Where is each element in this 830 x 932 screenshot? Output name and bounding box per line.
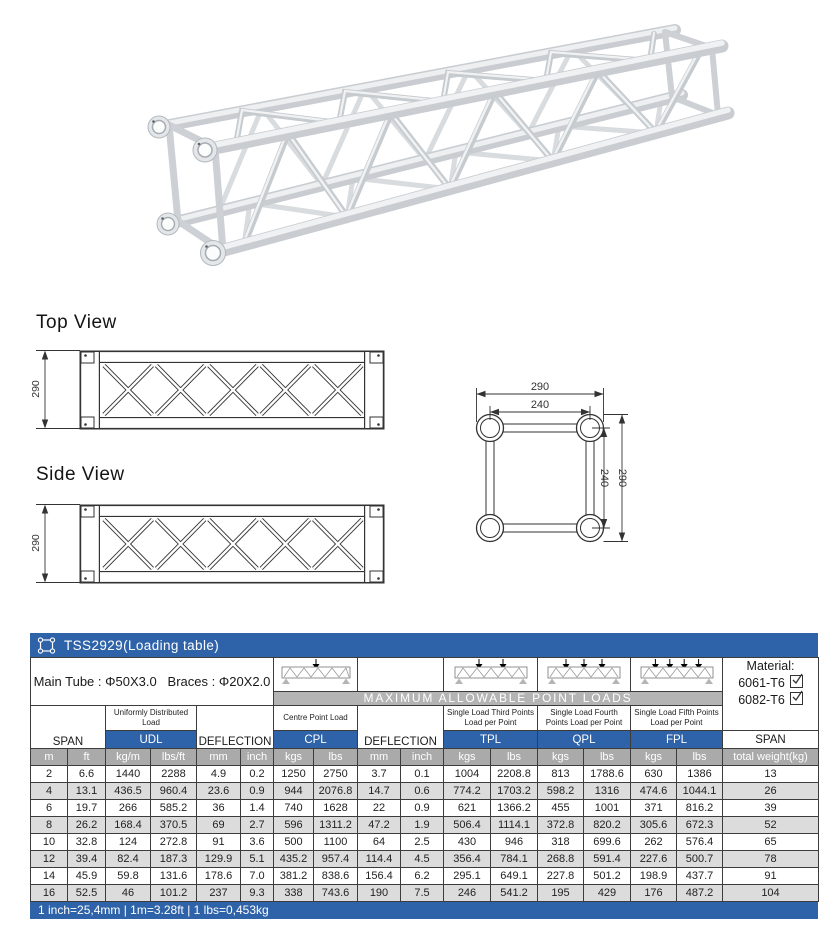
table-cell: 246 — [444, 885, 491, 902]
tpl-icon-cell — [444, 658, 538, 692]
table-cell: 596 — [274, 817, 314, 834]
unit-cell: mm — [358, 749, 401, 766]
table-row — [31, 783, 819, 800]
fpl-description: Single Load Fifth Points Load per Point — [631, 706, 723, 731]
table-cell: 576.4 — [677, 834, 723, 851]
unit-cell: lbs — [677, 749, 723, 766]
unit-cell: total weight(kg) — [723, 749, 819, 766]
table-cell: 82.4 — [106, 851, 151, 868]
table-cell: 16 — [31, 885, 68, 902]
table-cell: 8 — [31, 817, 68, 834]
unit-cell: inch — [401, 749, 444, 766]
table-cell: 598.2 — [538, 783, 584, 800]
table-cell: 272.8 — [151, 834, 197, 851]
table-cell: 838.6 — [314, 868, 358, 885]
table-cell: 591.4 — [584, 851, 631, 868]
table-cell: 0.2 — [241, 766, 274, 783]
table-cell: 435.2 — [274, 851, 314, 868]
table-cell: 91 — [723, 868, 819, 885]
truss-section-icon — [37, 637, 56, 654]
table-cell: 10 — [31, 834, 68, 851]
max-loads-banner: MAXIMUM ALLOWABLE POINT LOADS — [274, 692, 723, 706]
table-row — [31, 766, 819, 783]
table-cell: 649.1 — [491, 868, 538, 885]
table-cell: 1001 — [584, 800, 631, 817]
table-cell: 176 — [631, 885, 677, 902]
table-cell: 101.2 — [151, 885, 197, 902]
cpl-icon-cell — [274, 658, 358, 692]
unit-cell: kgs — [538, 749, 584, 766]
table-cell: 1703.2 — [491, 783, 538, 800]
table-cell: 0.9 — [401, 800, 444, 817]
table-cell: 9.3 — [241, 885, 274, 902]
table-cell: 91 — [197, 834, 241, 851]
unit-cell: mm — [197, 749, 241, 766]
material-option: 6061-T6 — [723, 675, 818, 692]
svg-text:290: 290 — [530, 381, 550, 393]
table-cell: 784.1 — [491, 851, 538, 868]
table-cell: 774.2 — [444, 783, 491, 800]
table-cell: 268.8 — [538, 851, 584, 868]
unit-cell: kgs — [444, 749, 491, 766]
table-cell: 6 — [31, 800, 68, 817]
table-cell: 5.1 — [241, 851, 274, 868]
table-cell: 4.5 — [401, 851, 444, 868]
table-cell: 1044.1 — [677, 783, 723, 800]
fifth-points-load-icon — [632, 658, 722, 686]
table-cell: 190 — [358, 885, 401, 902]
table-cell: 52.5 — [68, 885, 106, 902]
material-option: 6082-T6 — [723, 692, 818, 709]
table-cell: 0.1 — [401, 766, 444, 783]
centre-point-load-icon — [274, 658, 358, 686]
table-cell: 1440 — [106, 766, 151, 783]
unit-cell: kg/m — [106, 749, 151, 766]
table-title: TSS2929(Loading table) — [64, 637, 220, 653]
dimension-240-right — [592, 428, 610, 528]
table-cell: 64 — [358, 834, 401, 851]
top-view-drawing — [32, 342, 436, 438]
table-cell: 944 — [274, 783, 314, 800]
table-cell: 227.8 — [538, 868, 584, 885]
table-cell: 960.4 — [151, 783, 197, 800]
truss-3d-tubes — [159, 28, 728, 253]
table-cell: 26 — [723, 783, 819, 800]
table-cell: 3.7 — [358, 766, 401, 783]
table-cell: 7.5 — [401, 885, 444, 902]
table-cell: 198.9 — [631, 868, 677, 885]
table-cell: 22 — [358, 800, 401, 817]
table-cell: 114.4 — [358, 851, 401, 868]
table-cell: 1386 — [677, 766, 723, 783]
table-cell: 672.3 — [677, 817, 723, 834]
table-cell: 78 — [723, 851, 819, 868]
table-cell: 371 — [631, 800, 677, 817]
table-cell: 156.4 — [358, 868, 401, 885]
unit-cell: lbs — [491, 749, 538, 766]
table-cell: 820.2 — [584, 817, 631, 834]
qpl-description: Single Load Fourth Points Load per Point — [538, 706, 631, 731]
table-cell: 6.2 — [401, 868, 444, 885]
deflection-header: DEFLECTION — [358, 706, 444, 749]
table-cell: 195 — [538, 885, 584, 902]
table-row — [31, 885, 819, 902]
third-points-load-icon — [446, 658, 536, 686]
table-cell: 1.4 — [241, 800, 274, 817]
table-row — [31, 851, 819, 868]
table-cell: 295.1 — [444, 868, 491, 885]
table-cell: 45.9 — [68, 868, 106, 885]
table-cell: 262 — [631, 834, 677, 851]
table-cell: 585.2 — [151, 800, 197, 817]
table-cell: 14 — [31, 868, 68, 885]
qpl-icon-cell — [538, 658, 631, 692]
table-cell: 12 — [31, 851, 68, 868]
section-tubes — [477, 415, 604, 542]
table-cell: 630 — [631, 766, 677, 783]
table-cell: 1114.1 — [491, 817, 538, 834]
table-cell: 1100 — [314, 834, 358, 851]
table-cell: 437.7 — [677, 868, 723, 885]
table-cell: 4.9 — [197, 766, 241, 783]
table-cell: 36 — [197, 800, 241, 817]
loading-table — [30, 633, 818, 919]
table-cell: 168.4 — [106, 817, 151, 834]
table-cell: 59.8 — [106, 868, 151, 885]
unit-cell: ft — [68, 749, 106, 766]
table-cell: 227.6 — [631, 851, 677, 868]
udl-description: Uniformly Distributed Load — [106, 706, 197, 731]
table-cell: 7.0 — [241, 868, 274, 885]
unit-cell: kgs — [274, 749, 314, 766]
table-cell: 104 — [723, 885, 819, 902]
table-cell: 46 — [106, 885, 151, 902]
svg-text:240: 240 — [598, 468, 610, 488]
fourth-points-load-icon — [539, 658, 629, 686]
table-cell: 430 — [444, 834, 491, 851]
table-cell: 1311.2 — [314, 817, 358, 834]
table-row — [31, 817, 819, 834]
table-cell: 131.6 — [151, 868, 197, 885]
table-cell: 2288 — [151, 766, 197, 783]
conversion-footer: 1 inch=25,4mm | 1m=3.28ft | 1 lbs=0,453kg — [30, 902, 818, 919]
table-cell: 2 — [31, 766, 68, 783]
table-title-bar — [30, 633, 818, 657]
tube-spec-cell — [31, 658, 274, 706]
table-cell: 52 — [723, 817, 819, 834]
table-cell: 2.7 — [241, 817, 274, 834]
cpl-label: CPL — [274, 731, 358, 749]
description-row — [31, 706, 819, 731]
side-view-label: Side View — [36, 464, 125, 485]
table-cell: 1316 — [584, 783, 631, 800]
truss-3d-render — [60, 5, 760, 275]
checkbox-checked-icon — [790, 692, 803, 705]
table-cell: 14.7 — [358, 783, 401, 800]
table-cell: 500 — [274, 834, 314, 851]
table-cell: 129.9 — [197, 851, 241, 868]
table-cell: 813 — [538, 766, 584, 783]
unit-cell: kgs — [631, 749, 677, 766]
table-cell: 1366.2 — [491, 800, 538, 817]
table-cell: 237 — [197, 885, 241, 902]
table-body — [31, 766, 819, 902]
table-cell: 816.2 — [677, 800, 723, 817]
cpl-description: Centre Point Load — [274, 706, 358, 731]
fpl-label: FPL — [631, 731, 723, 749]
table-cell: 26.2 — [68, 817, 106, 834]
span-header: SPAN — [31, 706, 106, 749]
table-cell: 318 — [538, 834, 584, 851]
table-cell: 178.6 — [197, 868, 241, 885]
table-cell: 541.2 — [491, 885, 538, 902]
table-cell: 39.4 — [68, 851, 106, 868]
table-cell: 957.4 — [314, 851, 358, 868]
unit-cell: lbs — [314, 749, 358, 766]
table-cell: 32.8 — [68, 834, 106, 851]
table-cell: 621 — [444, 800, 491, 817]
table-cell: 372.8 — [538, 817, 584, 834]
table-cell: 1.9 — [401, 817, 444, 834]
table-cell: 1788.6 — [584, 766, 631, 783]
table-cell: 2.5 — [401, 834, 444, 851]
table-cell: 2208.8 — [491, 766, 538, 783]
table-cell: 1004 — [444, 766, 491, 783]
table-row — [31, 800, 819, 817]
udl-label: UDL — [106, 731, 197, 749]
table-cell: 0.9 — [241, 783, 274, 800]
span-right-header: SPAN — [723, 731, 819, 749]
table-cell: 0.6 — [401, 783, 444, 800]
table-cell: 187.3 — [151, 851, 197, 868]
table-cell: 19.7 — [68, 800, 106, 817]
table-cell: 429 — [584, 885, 631, 902]
table-cell: 2076.8 — [314, 783, 358, 800]
table-cell: 474.6 — [631, 783, 677, 800]
table-cell: 740 — [274, 800, 314, 817]
table-cell: 124 — [106, 834, 151, 851]
tube-end-caps — [148, 116, 226, 266]
table-cell: 266 — [106, 800, 151, 817]
table-row — [31, 868, 819, 885]
table-cell: 487.2 — [677, 885, 723, 902]
material-label: Material: — [746, 659, 795, 673]
table-row — [31, 834, 819, 851]
table-cell: 2750 — [314, 766, 358, 783]
side-view-drawing — [32, 496, 436, 592]
top-view-label: Top View — [36, 312, 117, 333]
table-cell: 69 — [197, 817, 241, 834]
table-cell: 455 — [538, 800, 584, 817]
table-cell: 1250 — [274, 766, 314, 783]
table-cell: 1628 — [314, 800, 358, 817]
unit-cell: lbs/ft — [151, 749, 197, 766]
table-cell: 743.6 — [314, 885, 358, 902]
table-cell: 39 — [723, 800, 819, 817]
table-cell: 65 — [723, 834, 819, 851]
loading-spec-table — [30, 657, 819, 902]
table-cell: 699.6 — [584, 834, 631, 851]
tpl-description: Single Load Third Points Load per Point — [444, 706, 538, 731]
unit-row — [31, 749, 819, 766]
table-cell: 500.7 — [677, 851, 723, 868]
material-cell — [723, 658, 819, 731]
blank-cell — [358, 658, 444, 692]
table-cell: 47.2 — [358, 817, 401, 834]
table-cell: 3.6 — [241, 834, 274, 851]
braces-spec: Braces : Φ20X2.0 — [167, 674, 271, 689]
table-cell: 338 — [274, 885, 314, 902]
table-cell: 13.1 — [68, 783, 106, 800]
table-cell: 305.6 — [631, 817, 677, 834]
table-cell: 506.4 — [444, 817, 491, 834]
cross-section-drawing — [450, 378, 640, 550]
table-cell: 501.2 — [584, 868, 631, 885]
table-cell: 381.2 — [274, 868, 314, 885]
svg-text:240: 240 — [530, 399, 550, 411]
table-cell: 946 — [491, 834, 538, 851]
main-tube-spec: Main Tube : Φ50X3.0 — [33, 674, 157, 689]
unit-cell: inch — [241, 749, 274, 766]
dimension-240-top — [490, 399, 590, 420]
icon-row — [31, 658, 819, 692]
table-cell: 356.4 — [444, 851, 491, 868]
table-cell: 6.6 — [68, 766, 106, 783]
unit-cell: lbs — [584, 749, 631, 766]
table-cell: 23.6 — [197, 783, 241, 800]
qpl-label: QPL — [538, 731, 631, 749]
tpl-label: TPL — [444, 731, 538, 749]
table-cell: 13 — [723, 766, 819, 783]
table-cell: 370.5 — [151, 817, 197, 834]
table-cell: 436.5 — [106, 783, 151, 800]
svg-text:290: 290 — [616, 468, 628, 488]
table-cell: 4 — [31, 783, 68, 800]
checkbox-checked-icon — [790, 675, 803, 688]
fpl-icon-cell — [631, 658, 723, 692]
deflection-header: DEFLECTION — [197, 706, 274, 749]
unit-cell: m — [31, 749, 68, 766]
